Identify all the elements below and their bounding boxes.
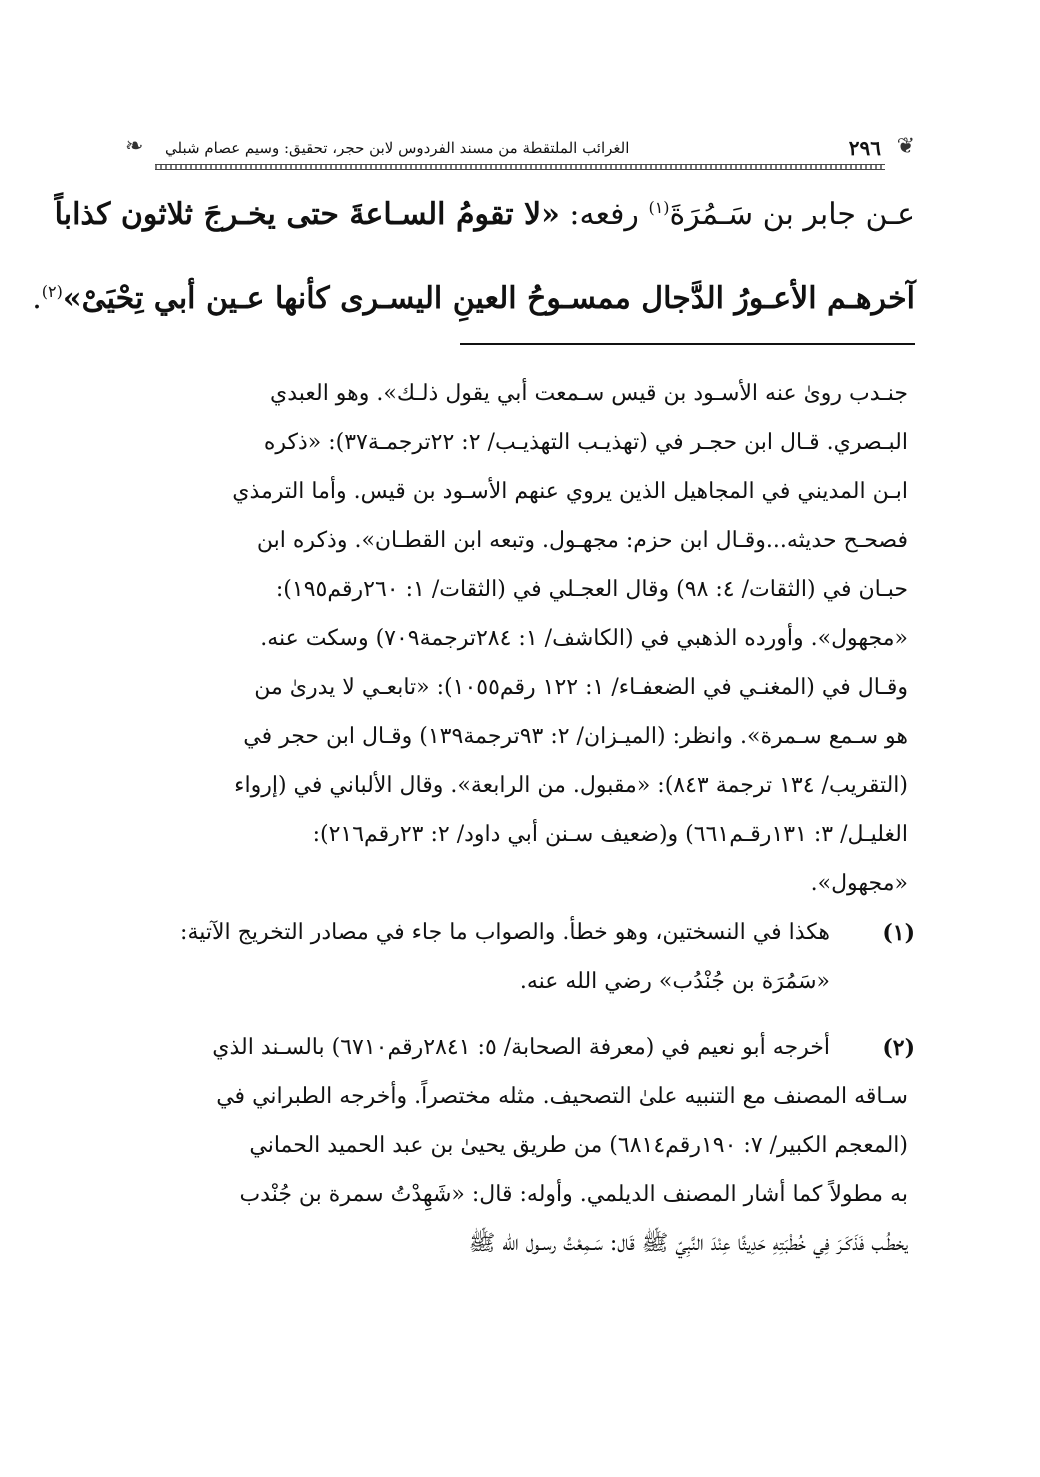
footnote-cont-line: الغليـل/ ٣: ١٣١رقـم٦٦١) و(ضعيف سـنن أبي داود/ ٢: ٢٣رقم٢١٦): [312, 822, 908, 847]
footnote-cont-line: حبـان في (الثقات/ ٤: ٩٨) وقال العجـلي في (الثقات/ ١: ٢٦٠رقم١٩٥): [275, 577, 908, 602]
footnote-cont-line: جنـدب رویٰ عنه الأسـود بن قيس سـمعت أبي يقول ذلـك». وهو العبدي [269, 381, 908, 406]
footnote-ref-2[interactable]: (٢) [41, 282, 63, 301]
header-rule [155, 164, 885, 170]
hadith-end: . [32, 281, 42, 316]
hadith-narrator: عـن جابر بن سَـمُرَةَ [669, 197, 915, 232]
footnote-cont-line: (التقريب/ ١٣٤ ترجمة ٨٤٣): «مقبول. من الرابعة». وقال الألباني في (إرواء [234, 773, 908, 798]
hadith-line-1 [54, 186, 915, 237]
footnote-cont-line: هو سـمع سـمرة». وانظر: (الميـزان/ ٢: ٩٣ترجمة١٣٩) وقـال ابن حجر في [243, 724, 908, 749]
running-header [125, 132, 915, 172]
hadith-line-2 [32, 270, 915, 321]
header-title: الغرائب الملتقطة من مسند الفردوس لابن حجر، تحقيق: وسيم عصام شبلي [165, 139, 630, 157]
footnote-cont-line: «مجهول». وأورده الذهبي في (الكاشف/ ١: ٢٨٤ترجمة٧٠٩) وسكت عنه. [260, 626, 908, 651]
footnote-2-line: (المعجم الكبير/ ٧: ١٩٠رقم٦٨١٤) من طريق يحيىٰ بن عبد الحميد الحماني [249, 1133, 908, 1158]
footnote-2-number: (٢) [882, 1035, 915, 1061]
footnote-cont-line: البـصري. قـال ابن حجـر في (تهذيـب التهذيـب/ ٢: ٢٢ترجمـة٣٧): «ذكره [263, 430, 908, 455]
footnote-cont-line: وقـال في (المغنـي في الضعفـاء/ ١: ١٢٢ رقم١٠٥٥): «تابعـي لا يدریٰ من [254, 675, 908, 700]
footnote-cont-line: ابـن المديني في المجاهيل الذين يروي عنهم الأسـود بن قيس. وأما الترمذي [232, 479, 908, 504]
footnote-ref-1[interactable]: (١) [648, 198, 670, 217]
hadith-intro: رفعه: [559, 197, 649, 232]
footnote-cont-line: «مجهول». [810, 871, 908, 896]
hadith-text-2: آخرهـم الأعـورُ الدَّجال ممسـوحُ العينِ اليسـرى كأنها عـين أبي تِحْيَىْ» [62, 281, 915, 316]
footnote-2-line: به مطولاً كما أشار المصنف الديلمي. وأوله: قال: «شَهِدْتُ سمرة بن جُنْدب [239, 1182, 908, 1207]
page-number: ٢٩٦ [848, 136, 881, 160]
footnote-2-line: يخطُـب فَذَكَـرَ فِي خُطْبَتِهِ حَدِيثًا عِنْدَ النَّبِيّ ﷺ قَال: سَـمِعْتُ رسـول الله ﷺ [468, 1231, 908, 1256]
footnote-2-line: أخرجه أبو نعيم في (معرفة الصحابة/ ٥: ٢٨٤١رقم٦٧١٠) بالسـند الذي [212, 1035, 830, 1060]
footnote-2-line: سـاقه المصنف مع التنبيه علىٰ التصحيف. مثله مختصراً. وأخرجه الطبراني في [216, 1084, 908, 1109]
footnote-separator [460, 343, 915, 345]
footnote-cont-line: فصحـح حديثه...وقـال ابن حزم: مجهـول. وتبعه ابن القطـان». وذكره ابن [256, 528, 908, 553]
footnote-1-line: هكذا في النسختين، وهو خطأ. والصواب ما جاء في مصادر التخريج الآتية: [180, 920, 830, 945]
header-ornament-left-icon: ❧ [125, 134, 144, 159]
header-ornament-right-icon: ❦ [896, 134, 915, 159]
footnote-1-line: «سَمُرَة بن جُنْدُب» رضي الله عنه. [519, 969, 830, 994]
footnote-1-number: (١) [882, 920, 915, 946]
hadith-text-1: «لا تقومُ السـاعةَ حتى يخـرجَ ثلاثون كذاباً [54, 197, 560, 232]
